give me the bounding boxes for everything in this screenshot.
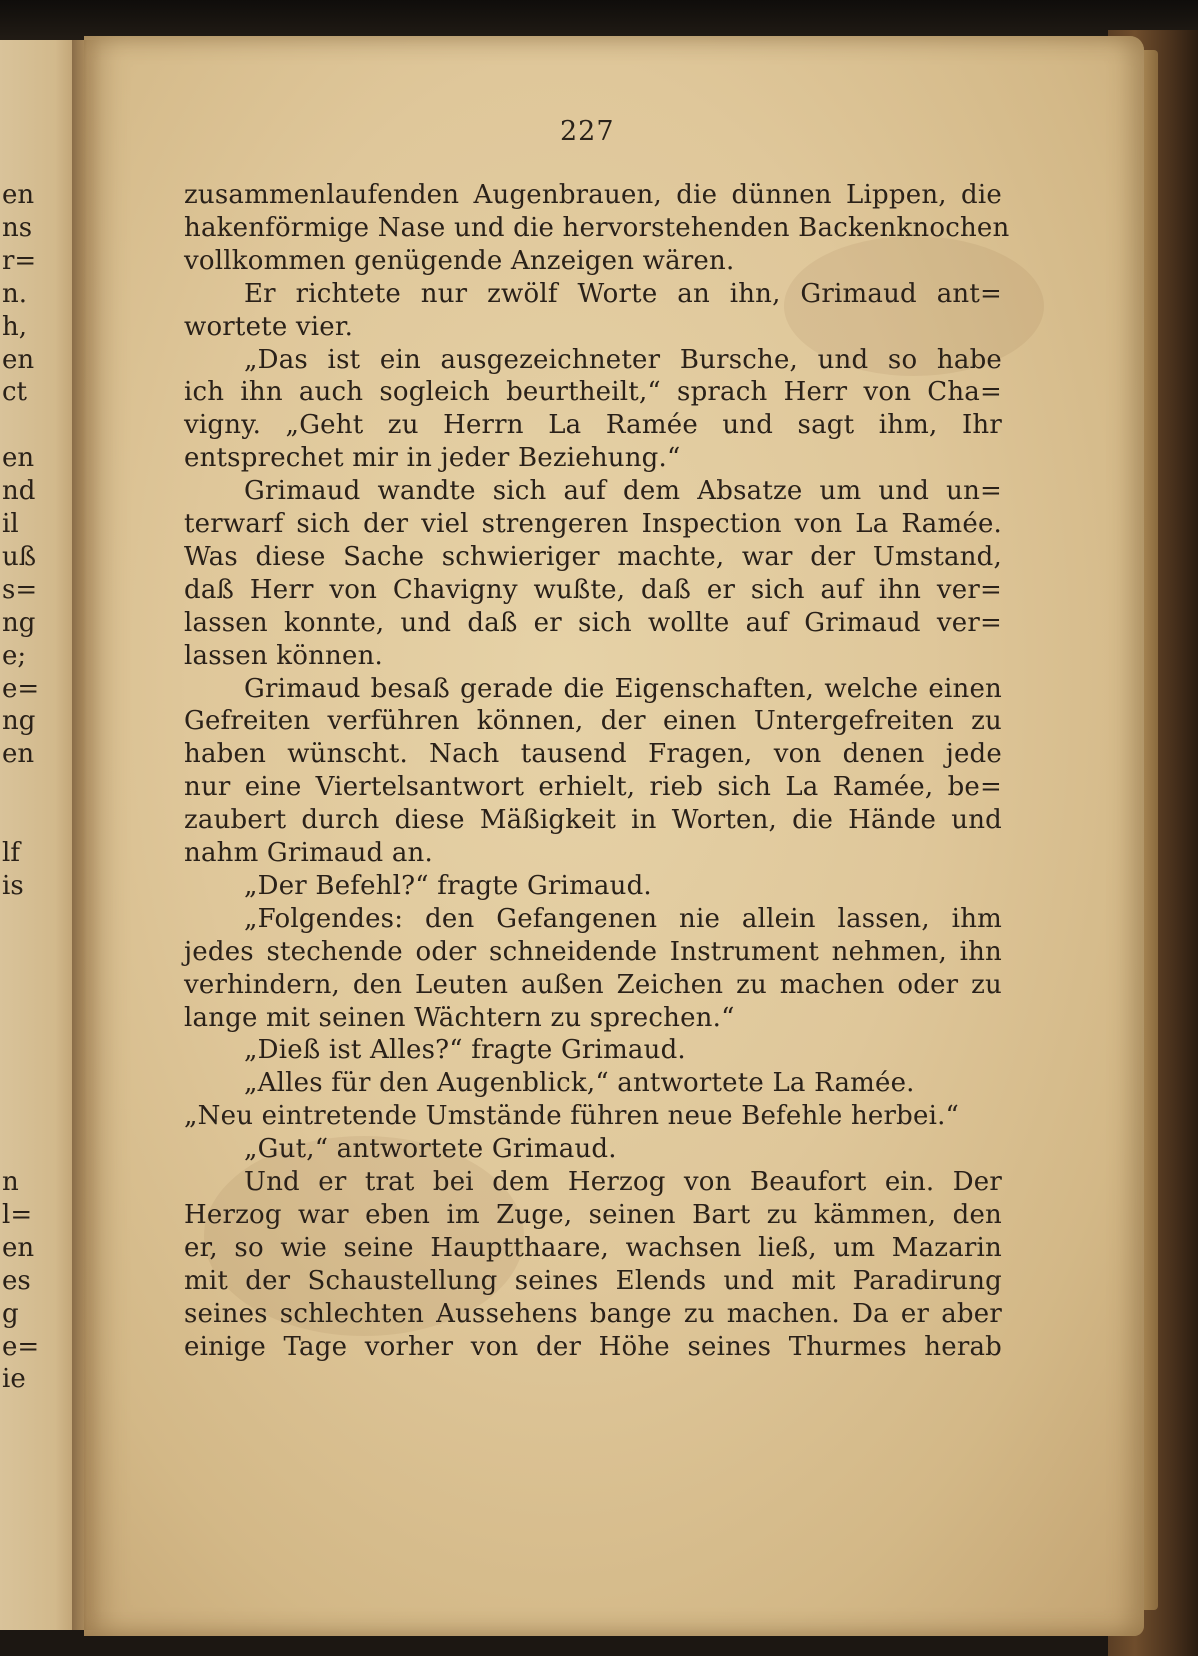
left-page-fragment: r= [2,246,37,276]
left-page-fragment: s= [2,575,38,605]
book-gutter [72,40,102,1630]
left-page-fragment: l= [2,1200,33,1230]
right-page [84,36,1144,1636]
text-line: Und er trat bei dem Herzog von Beaufort ein. Der [244,1167,1002,1197]
text-line: terwarf sich der viel strengeren Inspection von La Ramée. [184,509,1002,539]
left-page-fragment: is [2,871,24,901]
text-line: „Folgendes: den Gefangenen nie allein lassen, ihm [244,904,1002,934]
text-line: mit der Schaustellung seines Elends und mit Paradirung [184,1266,1002,1296]
text-line: lassen konnte, und daß er sich wollte auf Grimaud ver= [184,608,1002,638]
left-page-fragment: e= [2,674,40,704]
left-page-fragment: n [2,1167,19,1197]
left-page-fragment: lf [2,838,20,868]
left-page-fragment: il [2,509,19,539]
left-page-fragment: en [2,345,35,375]
left-page-fragment: e= [2,1332,40,1362]
left-page-fragment: e; [2,641,27,671]
text-line: jedes stechende oder schneidende Instrument nehmen, ihn [184,937,1002,967]
text-line: Herzog war eben im Zuge, seinen Bart zu kämmen, den [184,1200,1002,1230]
text-line: vigny. „Geht zu Herrn La Ramée und sagt ihm, Ihr [184,410,1002,440]
text-line: vollkommen genügende Anzeigen wären. [184,246,735,276]
left-page-fragment: ng [2,706,36,736]
text-line: Grimaud wandte sich auf dem Absatze um und un= [244,476,1002,506]
text-line: nahm Grimaud an. [184,838,433,868]
left-page-fragment: h, [2,312,28,342]
text-line: daß Herr von Chavigny wußte, daß er sich auf ihn ver= [184,575,1002,605]
text-line: „Das ist ein ausgezeichneter Bursche, und so habe [244,345,1002,375]
text-line: lange mit seinen Wächtern zu sprechen.“ [184,1003,735,1033]
left-page-fragment: ng [2,608,36,638]
text-line: „Dieß ist Alles?“ fragte Grimaud. [244,1035,686,1065]
text-line: hakenförmige Nase und die hervorstehenden Backenknochen [184,213,1010,243]
text-line: lassen können. [184,641,383,671]
text-line: zaubert durch diese Mäßigkeit in Worten, die Hände und [184,805,1002,835]
text-line: „Der Befehl?“ fragte Grimaud. [244,871,652,901]
text-line: ich ihn auch sogleich beurtheilt,“ sprach Herr von Cha= [184,377,1002,407]
left-page-fragment: g [2,1299,19,1329]
text-line: Grimaud besaß gerade die Eigenschaften, welche einen [244,674,1002,704]
left-page-fragment: ct [2,377,28,407]
text-line: wortete vier. [184,312,354,342]
page-number: 227 [560,116,615,147]
text-line: Was diese Sache schwieriger machte, war der Umstand, [184,542,1002,572]
text-line: nur eine Viertelsantwort erhielt, rieb sich La Ramée, be= [184,772,1002,802]
text-line: verhindern, den Leuten außen Zeichen zu machen oder zu [184,970,1002,1000]
left-page-fragment: uß [2,542,37,572]
text-line: zusammenlaufenden Augenbrauen, die dünnen Lippen, die [184,180,1002,210]
text-line: Er richtete nur zwölf Worte an ihn, Grimaud ant= [244,279,1002,309]
left-page-fragment: n. [2,279,28,309]
text-line: einige Tage vorher von der Höhe seines Thurmes herab [184,1332,1002,1362]
left-page-fragment: nd [2,476,36,506]
left-page-fragment: ns [2,213,33,243]
left-page-fragment: en [2,443,35,473]
left-page-fragment: ie [2,1364,26,1394]
text-line: Gefreiten verführen können, der einen Untergefreiten zu [184,706,1002,736]
left-page-fragment: en [2,739,35,769]
text-line: er, so wie seine Hauptthaare, wachsen ließ, um Mazarin [184,1233,1002,1263]
text-line: „Alles für den Augenblick,“ antwortete La Ramée. [244,1068,915,1098]
left-page-fragment: en [2,180,35,210]
text-line: entsprechet mir in jeder Beziehung.“ [184,443,681,473]
left-page-text-fragments [0,0,40,1656]
left-page-fragment: es [2,1266,31,1296]
text-line: „Gut,“ antwortete Grimaud. [244,1134,617,1164]
text-line: „Neu eintretende Umstände führen neue Befehle herbei.“ [184,1101,960,1131]
left-page-fragment: en [2,1233,35,1263]
text-line: seines schlechten Aussehens bange zu machen. Da er aber [184,1299,1002,1329]
text-line: haben wünscht. Nach tausend Fragen, von denen jede [184,739,1002,769]
